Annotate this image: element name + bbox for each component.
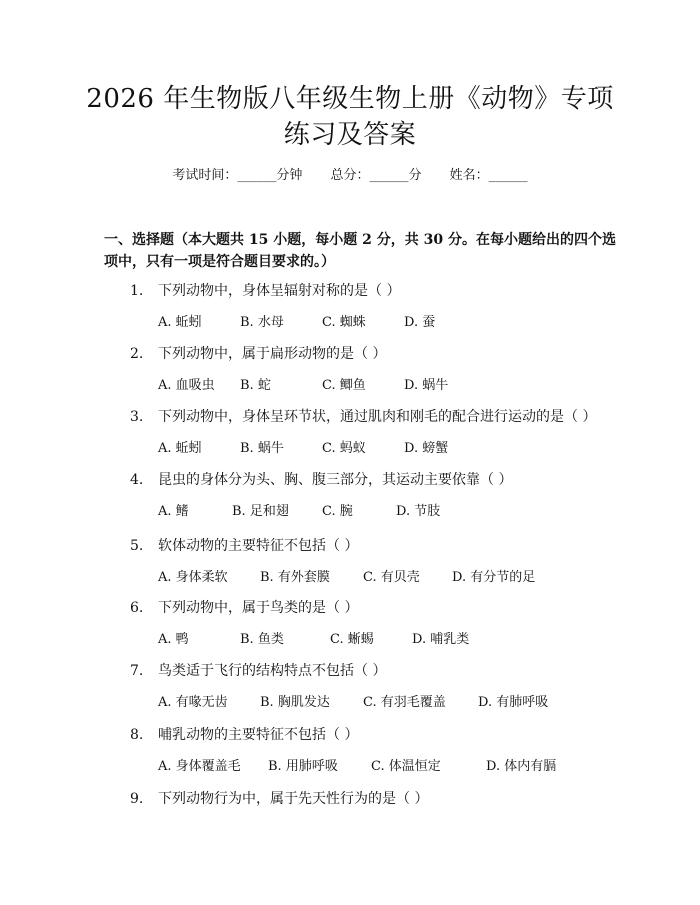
- question-number: 4.: [130, 472, 144, 488]
- exam-meta: [0, 166, 700, 186]
- question-text: 昆虫的身体分为头、胸、腹三部分，其运动主要依靠（ ）: [158, 472, 513, 488]
- question-5: [130, 536, 358, 556]
- option-d: D. 蜗牛: [404, 378, 449, 393]
- option-c: C. 蚂蚁: [322, 441, 366, 456]
- option-d: D. 螃蟹: [404, 441, 449, 456]
- question-number: 8.: [130, 727, 144, 743]
- question-number: 1.: [130, 283, 144, 299]
- exam-title-line-1: 2026 年生物版八年级生物上册《动物》专项: [86, 84, 614, 114]
- option-b: B. 鱼类: [240, 632, 284, 647]
- option-d: D. 节肢: [396, 504, 441, 519]
- question-text: 软体动物的主要特征不包括（ ）: [158, 538, 359, 554]
- question-2: [130, 344, 386, 364]
- question-text: 下列动物中，属于扁形动物的是（ ）: [158, 346, 387, 362]
- option-d: D. 体内有膈: [486, 759, 557, 774]
- option-b: B. 足和翅: [232, 504, 289, 519]
- question-number: 5.: [130, 538, 144, 554]
- option-a: A. 身体覆盖毛: [158, 759, 241, 774]
- option-d: D. 哺乳类: [412, 632, 470, 647]
- option-a: A. 鳍: [158, 504, 189, 519]
- question-number: 7.: [130, 663, 144, 679]
- option-a: A. 身体柔软: [158, 570, 228, 585]
- option-c: C. 有贝壳: [363, 570, 420, 585]
- option-c: C. 有羽毛覆盖: [363, 695, 446, 710]
- option-c: C. 蜘蛛: [322, 315, 366, 330]
- option-a: A. 有喙无齿: [158, 695, 228, 710]
- student-name-field: 姓名：______: [449, 168, 528, 183]
- option-a: A. 蚯蚓: [158, 315, 202, 330]
- exam-title-line-2: 练习及答案: [283, 120, 417, 150]
- question-number: 2.: [130, 346, 144, 362]
- option-b: B. 水母: [240, 315, 284, 330]
- question-7: [130, 661, 386, 681]
- exam-time-field: 考试时间：______分钟: [172, 168, 303, 183]
- question-8: [130, 725, 358, 745]
- question-3: [130, 407, 596, 427]
- question-1: [130, 281, 400, 301]
- option-c: C. 蜥蜴: [330, 632, 374, 647]
- total-score-field: 总分：______分: [330, 168, 422, 183]
- option-a: A. 鸭: [158, 632, 189, 647]
- option-c: C. 体温恒定: [371, 759, 441, 774]
- question-9: [130, 789, 428, 809]
- option-d: D. 蚕: [404, 315, 436, 330]
- option-c: C. 鲫鱼: [322, 378, 366, 393]
- question-text: 下列动物中，身体呈辐射对称的是（ ）: [158, 283, 401, 299]
- option-a: A. 血吸虫: [158, 378, 215, 393]
- question-text: 下列动物中，属于鸟类的是（ ）: [158, 600, 359, 616]
- section-heading-line-2: 项中，只有一项是符合题目要求的。）: [104, 254, 335, 270]
- question-text: 哺乳动物的主要特征不包括（ ）: [158, 727, 359, 743]
- question-number: 9.: [130, 791, 144, 807]
- option-c: C. 腕: [322, 504, 353, 519]
- option-d: D. 有肺呼吸: [478, 695, 549, 710]
- question-4: [130, 470, 512, 490]
- question-text: 下列动物中，身体呈环节状，通过肌肉和刚毛的配合进行运动的是（ ）: [158, 409, 597, 425]
- section-heading-line-1: 一、选择题（本大题共 15 小题，每小题 2 分，共 30 分。在每小题给出的四个选: [104, 232, 616, 248]
- option-b: B. 蛇: [240, 378, 271, 393]
- option-b: B. 胸肌发达: [260, 695, 330, 710]
- question-6: [130, 598, 358, 618]
- question-text: 鸟类适于飞行的结构特点不包括（ ）: [158, 663, 387, 679]
- option-b: B. 有外套膜: [260, 570, 330, 585]
- question-text: 下列动物行为中，属于先天性行为的是（ ）: [158, 791, 429, 807]
- option-a: A. 蚯蚓: [158, 441, 202, 456]
- question-number: 3.: [130, 409, 144, 425]
- question-number: 6.: [130, 600, 144, 616]
- option-d: D. 有分节的足: [452, 570, 536, 585]
- option-b: B. 用肺呼吸: [268, 759, 338, 774]
- option-b: B. 蜗牛: [240, 441, 284, 456]
